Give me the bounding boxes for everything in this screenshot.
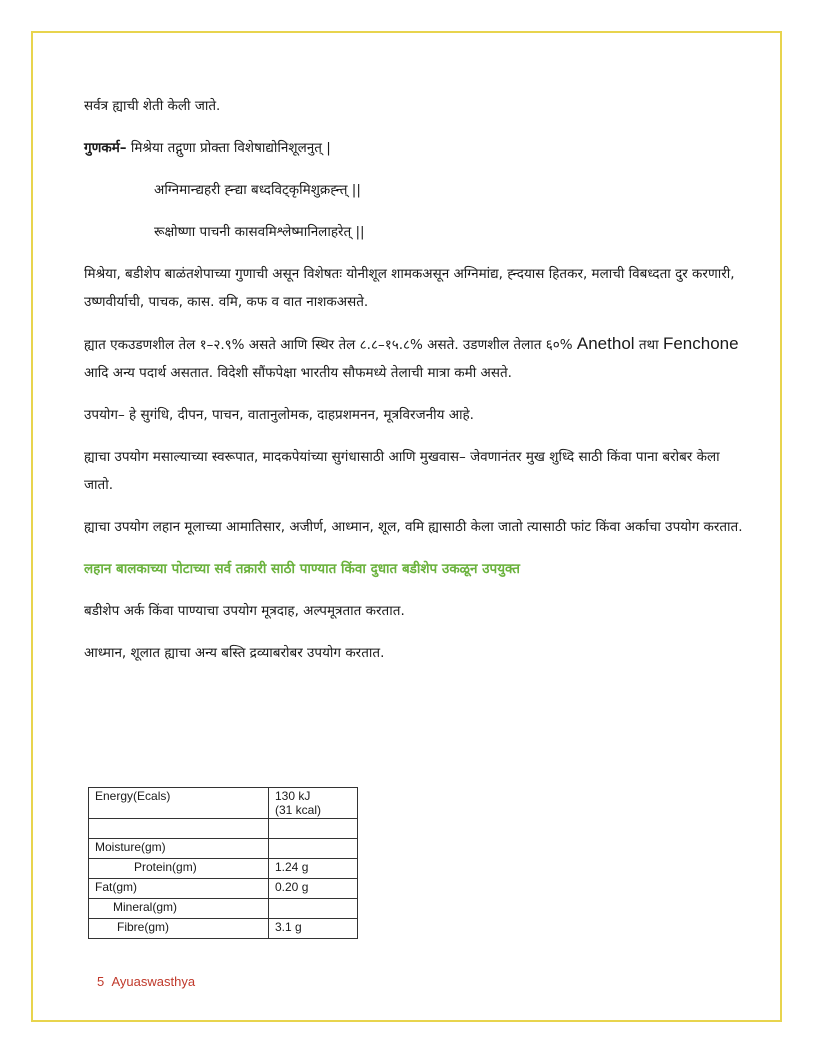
gunkarma-line [84,134,744,162]
page-footer [97,974,195,989]
table-cell-value: 3.1 g [269,919,358,939]
oil-text-b: तथा [634,337,663,353]
gunkarma-label: गुणकर्म– [84,140,127,156]
table-row [89,859,358,879]
table-row [89,899,358,919]
table-cell-value [269,899,358,919]
table-row [89,839,358,859]
table-cell-value [269,819,358,839]
table-cell-label: Fat(gm) [89,879,269,899]
ark-paragraph: बडीशेप अर्क किंवा पाण्याचा उपयोग मूत्रदाह, अल्पमूत्रतात करतात. [84,603,405,619]
table-row [89,919,358,939]
energy-kj: 130 kJ [275,789,311,803]
table-cell-value [269,788,358,819]
shloka-line-3: रूक्षोष्णा पाचनी कासवमिश्लेष्मानिलाहरेत् || [154,224,365,240]
children-paragraph: ह्याचा उपयोग लहान मूलाच्या आमातिसार, अजीर्ण, आध्मान, शूल, वमि ह्यासाठी केला जातो त्यासाठी फांट किंवा अर्काचा उपयोग करतात. [84,519,743,535]
oil-text-c: आदि अन्य पदार्थ असतात. विदेशी सौंफपेक्षा भारतीय सौफमध्ये तेलाची मात्रा कमी असते. [84,365,512,381]
table-cell-label: Protein(gm) [89,859,269,879]
oil-term-anethol: Anethol [576,334,635,353]
footer-title: Ayuaswasthya [111,974,196,989]
description-paragraph: मिश्रेया, बडीशेप बाळंतशेपाच्या गुणाची असून विशेषतः योनीशूल शामकअसून अग्निमांद्य, ह्न्दयास हितकर, मलाची विबध्दता दुर करणारी, उष्णवीर्याची, पाचक, कास. वमि, कफ व वात नाशकअसते. [84,266,735,310]
oil-term-fenchone: Fenchone [662,334,739,353]
table-cell-label: Energy(Ecals) [89,788,269,819]
oil-paragraph [84,330,744,387]
table-row [89,788,358,819]
shloka-line-2: अग्निमान्द्यहरी ह्न्द्या बध्दविट्कृमिशुक्रह्न्त् || [154,182,361,198]
table-cell-label: Mineral(gm) [89,899,269,919]
energy-kcal: (31 kcal) [275,803,322,817]
nutrition-table [88,787,358,939]
adhman-paragraph: आध्मान, शूलात ह्याचा अन्य बस्ति द्रव्याबरोबर उपयोग करतात. [84,645,385,661]
shloka-line-1: मिश्रेया तद्गुणा प्रोक्ता विशेषाद्योनिशूलनुत् | [126,140,331,156]
table-cell-value: 1.24 g [269,859,358,879]
table-row [89,879,358,899]
table-cell-label: Fibre(gm) [89,919,269,939]
page-number: 5 [97,974,105,989]
upayog-paragraph: उपयोग– हे सुगंधि, दीपन, पाचन, वातानुलोमक, दाहप्रशमनन, मूत्रविरजनीय आहे. [84,407,474,423]
highlight-paragraph: लहान बालकाच्या पोटाच्या सर्व तक्रारी साठी पाण्यात किंवा दुधात बडीशेप उकळून उपयुक्त [84,561,520,577]
masala-paragraph: ह्याचा उपयोग मसाल्याच्या स्वरूपात, मादकपेयांच्या सुगंधासाठी आणि मुखवास– जेवणानंतर मुख शुध्दि साठी किंवा पाना बरोबर केला जातो. [84,449,720,493]
table-cell-label: Moisture(gm) [89,839,269,859]
table-row [89,819,358,839]
table-cell-value: 0.20 g [269,879,358,899]
table-cell-label [89,819,269,839]
intro-line: सर्वत्र ह्याची शेती केली जाते. [84,98,221,114]
oil-text-a: ह्यात एकउडणशील तेल १–२.९% असते आणि स्थिर तेल ८.८–१५.८% असते. उडणशील तेलात ६०% [84,337,577,353]
table-cell-value [269,839,358,859]
body-text [84,92,744,667]
